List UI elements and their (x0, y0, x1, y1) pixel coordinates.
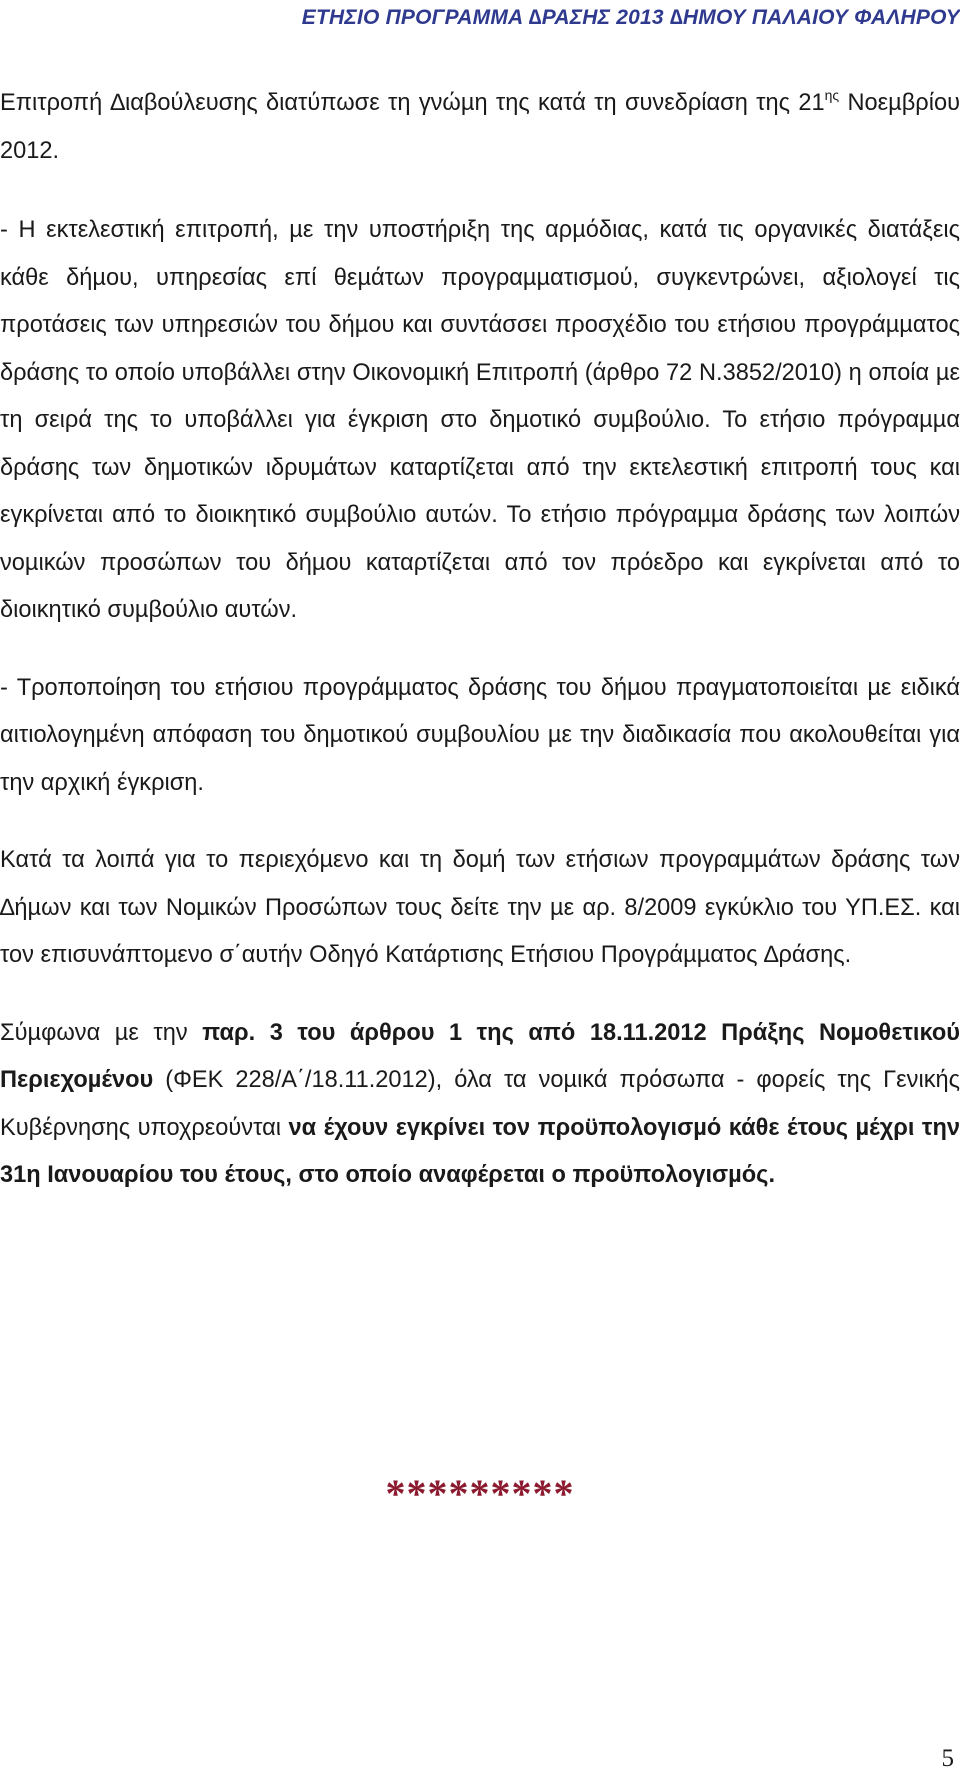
legislative-act-intro: Σύµφωνα µε την (0, 1019, 203, 1046)
running-header: ΕΤΗΣΙΟ ΠΡΟΓΡΑΜΜΑ ∆ΡΑΣΗΣ 2013 ∆ΗΜΟΥ ΠΑΛΑΙΟΥ ΦΑΛΗΡΟΥ (301, 6, 960, 29)
legislative-act-gazette: (ΦΕΚ 228/Α΄/18.11.2012), όλα τα νοµικά πρόσωπα - φορείς της Γενικής Κυβέρνησης υποχρεούνται (0, 1067, 960, 1141)
page-number: 5 (941, 1745, 954, 1772)
paragraph-consultation-date: Νοεµβρίου 2012. (0, 90, 960, 164)
paragraph-circular-reference: Κατά τα λοιπά για το περιεχόµενο και τη δοµή των ετήσιων προγραµµάτων δράσης των ∆ήµων και των Νοµικών Προσώπων τους δείτε την µε αρ. 8/2009 εγκύκλιο του ΥΠ.ΕΣ. και τον επισυνάπτοµενο σ΄αυτήν Οδηγό Κατάρτισης Ετήσιου Προγράµµατος ∆ράσης. (0, 847, 960, 968)
budget-approval-deadline: να έχουν εγκρίνει τον προϋπολογισµό κάθε έτους µέχρι την 31η Ιανουαρίου του έτους, στο οποίο αναφέρεται ο προϋπολογισµός. (0, 1114, 960, 1188)
paragraph-consultation-text: Επιτροπή ∆ιαβούλευσης διατύπωσε τη γνώµη της κατά τη συνεδρίαση της 21 (0, 90, 825, 116)
paragraph-legislative-act (0, 1010, 960, 1200)
legislative-act-reference: παρ. 3 του άρθρου 1 της από 18.11.2012 Πράξης Νοµοθετικού Περιεχοµένου (0, 1019, 960, 1093)
document-body (0, 80, 960, 1200)
ordinal-superscript: ης (824, 87, 840, 103)
paragraph-consultation (0, 80, 960, 175)
paragraph-executive-committee: - Η εκτελεστική επιτροπή, µε την υποστήριξη της αρµόδιας, κατά τις οργανικές διατάξεις κάθε δήµου, υπηρεσίας επί θεµάτων προγραµµατισµού, συγκεντρώνει, αξιολογεί τις προτάσεις των υπηρεσιών του δήµου και συντάσσει προσχέδιο του ετήσιου προγράµµατος δράσης το οποίο υποβάλλει στην Οικονοµική Επιτροπή (άρθρο 72 Ν.3852/2010) η οποία µε τη σειρά της το υποβάλλει για έγκριση στο δηµοτικό συµβούλιο. Το ετήσιο πρόγραµµα δράσης των δηµοτικών ιδρυµάτων καταρτίζεται από την εκτελεστική επιτροπή τους και εγκρίνεται από το διοικητικό συµβούλιο αυτών. Το ετήσιο πρόγραµµα δράσης των λοιπών νοµικών προσώπων του δήµου καταρτίζεται από τον πρόεδρο και εγκρίνεται από το διοικητικό συµβούλιο αυτών. (0, 217, 960, 623)
paragraph-amendment: - Τροποποίηση του ετήσιου προγράµµατος δράσης του δήµου πραγµατοποιείται µε ειδικά αιτιολογηµένη απόφαση του δηµοτικού συµβουλίου µε την διαδικασία που ακολουθείται για την αρχική έγκριση. (0, 674, 960, 796)
section-separator-stars: ********* (385, 1471, 575, 1516)
